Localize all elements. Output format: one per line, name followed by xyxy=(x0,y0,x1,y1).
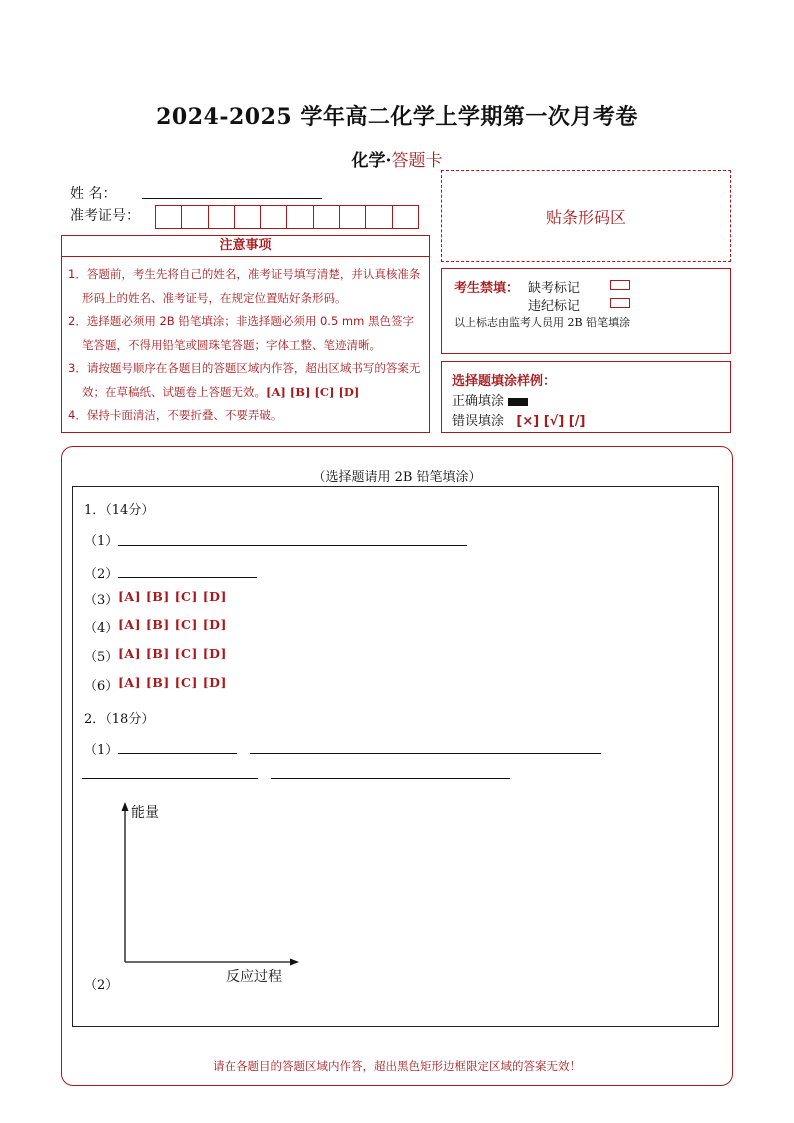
id-digit-box[interactable] xyxy=(208,205,234,229)
q1-part1-label: （1） xyxy=(84,534,119,549)
filled-block-icon xyxy=(508,398,528,406)
q2-part1-line-c[interactable] xyxy=(82,778,258,779)
subtitle-accent: 答题卡 xyxy=(391,151,443,171)
violation-mark-label: 违纪标记 xyxy=(528,299,581,314)
page-title: 2024-2025 学年高二化学上学期第一次月考卷 xyxy=(156,104,638,130)
wrong-fill-marks: [×] [√] [/] xyxy=(516,414,586,429)
violation-mark-box[interactable] xyxy=(610,298,630,308)
q2-part1-label: （1） xyxy=(84,743,119,758)
notice-body xyxy=(61,257,430,433)
id-label: 准考证号： xyxy=(70,208,140,224)
q1-title: 1．（14分） xyxy=(84,503,155,518)
examiner-section xyxy=(441,268,731,354)
notice-heading: 注意事项 xyxy=(61,235,430,257)
id-digit-box[interactable] xyxy=(181,205,207,229)
notice-item-text: 3．请按题号顺序在各题目的答题区域内作答，超出区域书写的答案无效；在草稿纸、试题卷上答题无效。 xyxy=(68,361,421,399)
wrong-fill-label: 错误填涂 xyxy=(452,414,505,429)
id-digit-box[interactable] xyxy=(392,205,419,229)
id-digit-box[interactable] xyxy=(155,205,181,229)
energy-diagram-axes[interactable] xyxy=(110,800,310,975)
id-digit-box[interactable] xyxy=(286,205,312,229)
fill-sample-section xyxy=(441,361,731,433)
q1-part2-label: （2） xyxy=(84,567,119,582)
sample-title: 选择题填涂样例： xyxy=(452,374,557,389)
y-axis-arrow xyxy=(122,802,129,962)
barcode-label: 贴条形码区 xyxy=(545,207,626,227)
q1-part2-line[interactable] xyxy=(118,577,257,578)
y-axis-label: 能量 xyxy=(131,805,159,821)
q2-part1-line-d[interactable] xyxy=(271,778,510,779)
choice-hint: （选择题请用 2B 铅笔填涂） xyxy=(312,470,482,485)
q2-part1-line-b[interactable] xyxy=(250,753,601,754)
x-axis-arrow xyxy=(125,959,299,966)
id-digit-box[interactable] xyxy=(339,205,365,229)
id-digit-box[interactable] xyxy=(260,205,286,229)
id-digit-box[interactable] xyxy=(234,205,260,229)
examiner-note: 以上标志由监考人员用 2B 铅笔填涂 xyxy=(454,316,631,329)
id-digit-box[interactable] xyxy=(313,205,339,229)
notice-item xyxy=(68,357,423,404)
id-number-boxes[interactable] xyxy=(155,205,419,229)
q2-title: 2．（18分） xyxy=(84,712,155,727)
footer-warning: 请在各题目的答题区域内作答，超出黑色矩形边框限定区域的答案无效！ xyxy=(213,1059,581,1073)
correct-fill-label: 正确填涂 xyxy=(452,394,505,409)
subtitle-main: 化学· xyxy=(351,151,392,171)
name-label: 姓 名： xyxy=(70,186,117,202)
q1-part6-options[interactable]: [A] [B] [C] [D] xyxy=(118,675,227,690)
notice-item: 2．选择题必须用 2B 铅笔填涂；非选择题必须用 0.5 mm 黑色签字笔答题，不得用铅笔或圆珠笔答题；字体工整、笔迹清晰。 xyxy=(68,314,414,352)
q1-part5-label: （5） xyxy=(84,650,119,665)
notice-item: 4．保持卡面清洁，不要折叠、不要弄破。 xyxy=(68,408,283,422)
q1-part1-line[interactable] xyxy=(118,545,467,546)
id-digit-box[interactable] xyxy=(365,205,391,229)
q1-part6-label: （6） xyxy=(84,679,119,694)
q2-part1-line-a[interactable] xyxy=(118,753,237,754)
q2-part2-label: （2） xyxy=(84,978,119,993)
notice-item: 1．答题前，考生先将自己的姓名，准考证号填写清楚，并认真核准条形码上的姓名、准考证号，在规定位置贴好条形码。 xyxy=(68,267,421,305)
absent-mark-box[interactable] xyxy=(610,280,630,290)
examiner-title: 考生禁填： xyxy=(454,281,520,296)
correct-fill xyxy=(452,390,528,409)
x-axis-label: 反应过程 xyxy=(226,969,282,985)
q1-part4-label: （4） xyxy=(84,621,119,636)
barcode-area xyxy=(441,170,731,262)
q1-part3-options[interactable]: [A] [B] [C] [D] xyxy=(118,589,227,604)
notice-options: [A] [B] [C] [D] xyxy=(266,384,360,399)
q1-part3-label: （3） xyxy=(84,593,119,608)
name-field[interactable] xyxy=(142,198,322,199)
wrong-fill xyxy=(452,410,585,429)
q1-part5-options[interactable]: [A] [B] [C] [D] xyxy=(118,646,227,661)
absent-mark-label: 缺考标记 xyxy=(528,281,581,296)
card-subtitle xyxy=(0,146,794,171)
q1-part4-options[interactable]: [A] [B] [C] [D] xyxy=(118,617,227,632)
